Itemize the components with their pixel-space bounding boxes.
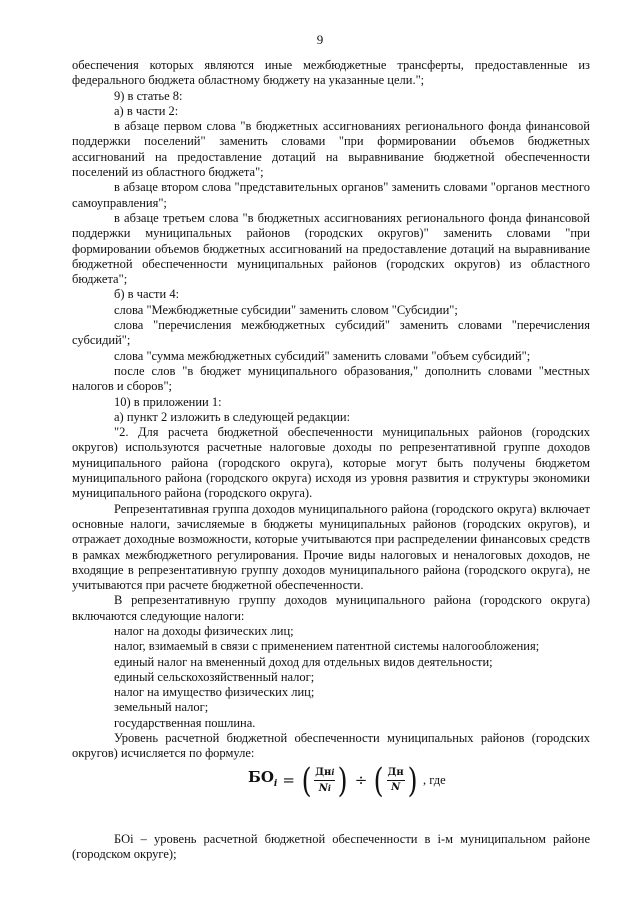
paragraph: земельный налог;: [114, 700, 209, 715]
formula-divide: ÷: [354, 771, 368, 789]
page-number: 9: [316, 32, 324, 47]
paragraph: обеспечения которых являются иные межбюджетные трансферты, предоставленные из федерального бюджета областному бюджету на указанные цели.";: [72, 58, 590, 88]
paragraph: В репрезентативную группу доходов муниципального района (городского округа) включаются следующие налоги:: [72, 593, 590, 623]
paragraph: единый налог на вмененный доход для отдельных видов деятельности;: [114, 654, 493, 669]
fraction-2: $\frac{Дн}{N}$: [387, 767, 404, 794]
paragraph: а) пункт 2 изложить в следующей редакции:: [114, 409, 351, 424]
paragraph-list-after: [72, 832, 590, 863]
paragraph: слова "Межбюджетные субсидии" заменить словом "Субсидии";: [114, 302, 458, 317]
formula-equals: =: [282, 771, 295, 789]
paragraph: Репрезентативная группа доходов муниципального района (городского округа) включает основные налоги, зачисляемые в бюджеты муниципальных районов (городских округов), и отражает доходные возможности, которые учитываются при распределении финансовых средств в рамках межбюджетного регулирования. Прочие виды налоговых и неналоговых доходов, не входящие в репрезентативную группу доходов муниципального района (городского округа), не учитываются при расчете бюджетной обеспеченности.: [72, 501, 590, 593]
paragraph: единый сельскохозяйственный налог;: [114, 669, 315, 684]
paragraph: налог, взимаемый в связи с применением патентной системы налогообложения;: [114, 639, 540, 654]
paragraph: "2. Для расчета бюджетной обеспеченности муниципальных районов (городских округов) используются расчетные налоговые доходы по репрезентативной группе доходов муниципального района (городского округа), которые могут быть получены бюджетом муниципального района (городского округа) исходя из уровня развития и структуры экономики муниципального района (городского округа).: [72, 425, 590, 501]
paragraph-list: [72, 58, 590, 762]
paragraph: налог на имущество физических лиц;: [114, 685, 315, 700]
open-paren: (: [301, 760, 312, 801]
fraction-1: $\frac{\text{Днi}}{Ni}$: [315, 767, 335, 795]
paragraph: в абзаце втором слова "представительных органов" заменить словами "органов местного самоуправления";: [72, 180, 590, 210]
paragraph: слова "сумма межбюджетных субсидий" заменить словами "объем субсидий";: [114, 348, 531, 363]
paragraph: государственная пошлина.: [114, 715, 256, 730]
paragraph: после слов "в бюджет муниципального образования," дополнить словами "местных налогов и сборов";: [72, 363, 590, 394]
close-paren: ): [338, 760, 349, 801]
paragraph: 10) в приложении 1:: [114, 394, 222, 409]
formula-tail: , где: [423, 773, 446, 787]
paragraph: в абзаце первом слова "в бюджетных ассигнованиях регионального фонда финансовой поддержки поселений" заменить словами "при формировании объемов бюджетных ассигнований на предоставление дотаций на выравнивание бюджетной обеспеченности поселений из областного бюджета";: [72, 119, 590, 180]
open-paren: (: [373, 760, 384, 801]
document-body: [72, 58, 590, 862]
paragraph: в абзаце третьем слова "в бюджетных ассигнованиях регионального фонда финансовой поддержки муниципальных районов (городских округов)" заменить словами "при формировании объемов бюджетных ассигнований на предоставление дотаций на выравнивание бюджетной обеспеченности муниципальных районов (городских округов) из областного бюджета";: [72, 210, 590, 287]
paragraph: 9) в статье 8:: [114, 88, 183, 103]
paragraph: а) в части 2:: [114, 103, 179, 118]
paragraph: БОi – уровень расчетной бюджетной обеспеченности в i-м муниципальном районе (городском округе);: [72, 831, 590, 861]
paragraph: налог на доходы физических лиц;: [114, 623, 294, 638]
spacer: [72, 810, 590, 832]
formula-lhs: $БО_i$: [248, 767, 278, 789]
paragraph: слова "перечисления межбюджетных субсидий" заменить словами "перечисления субсидий";: [72, 318, 590, 348]
close-paren: ): [407, 760, 418, 801]
paragraph: Уровень расчетной бюджетной обеспеченности муниципальных районов (городских округов) исчисляется по формуле:: [72, 731, 590, 761]
formula-block: [72, 760, 590, 810]
paragraph: б) в части 4:: [114, 287, 180, 302]
formula: [248, 760, 446, 801]
